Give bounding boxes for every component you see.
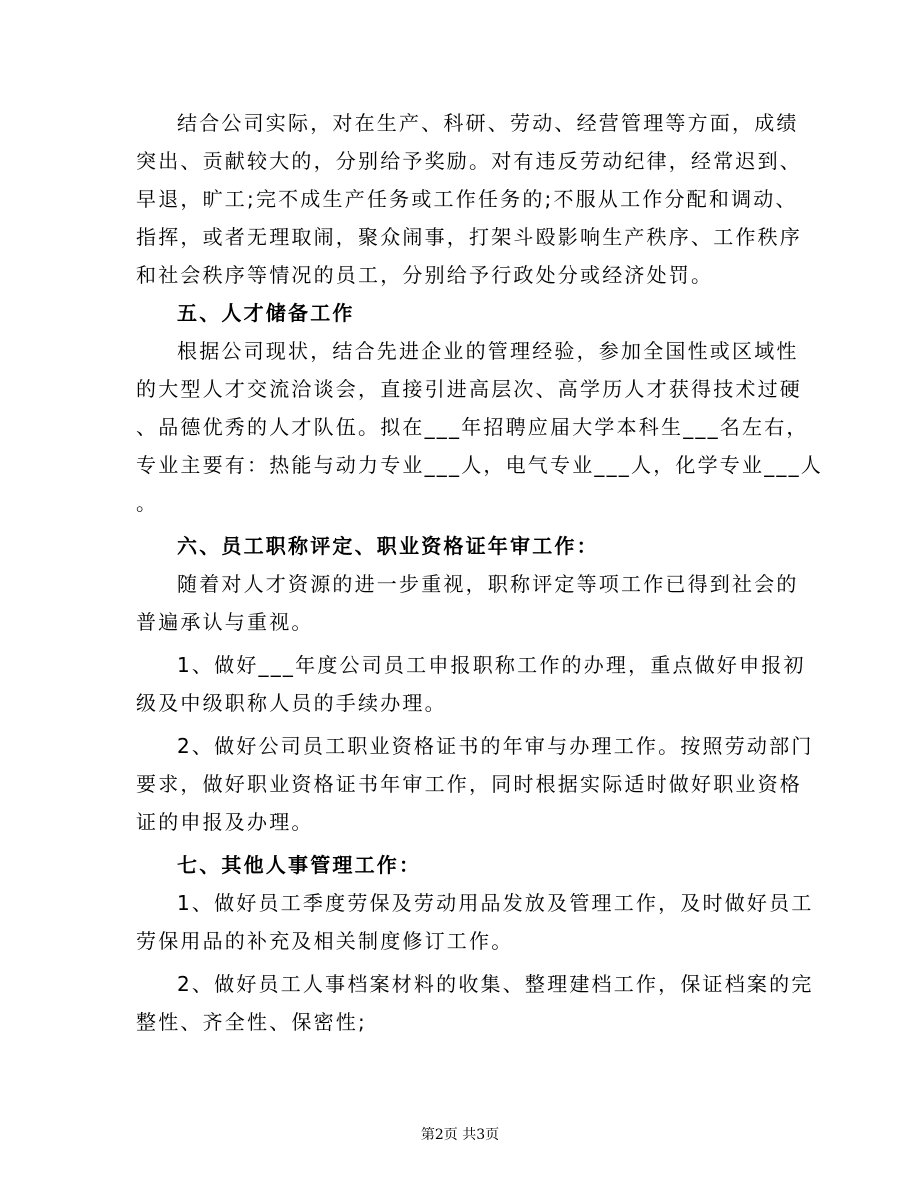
paragraph-line: 劳保用品的补充及相关制度修订工作。 <box>136 929 514 953</box>
paragraph-line: 1、做好员工季度劳保及劳动用品发放及管理工作，及时做好员工 <box>177 891 814 915</box>
paragraph-line: 要求，做好职业资格证书年审工作，同时根据实际适时做好职业资格 <box>136 772 802 796</box>
paragraph-line: 指挥，或者无理取闹，聚众闹事，打架斗殴影响生产秩序、工作秩序 <box>136 225 802 249</box>
page-number-footer: 第2页 共3页 <box>420 1127 500 1143</box>
section-heading: 七、其他人事管理工作： <box>177 853 422 877</box>
paragraph-line: 。 <box>136 491 159 515</box>
paragraph-line: 结合公司实际，对在生产、科研、劳动、经营管理等方面，成绩 <box>177 111 799 135</box>
paragraph-line: 2、做好公司员工职业资格证书的年审与办理工作。按照劳动部门 <box>177 734 814 758</box>
paragraph-line: 根据公司现状，结合先进企业的管理经验，参加全国性或区域性 <box>177 339 799 363</box>
paragraph-line: 专业主要有：热能与动力专业___人，电气专业___人，化学专业___人 <box>136 453 823 477</box>
paragraph-line: 2、做好员工人事档案材料的收集、整理建档工作，保证档案的完 <box>177 972 814 996</box>
paragraph-line: 和社会秩序等情况的员工，分别给予行政处分或经济处罚。 <box>136 263 714 287</box>
document-body <box>136 104 823 1041</box>
paragraph-line: 、品德优秀的人才队伍。拟在___年招聘应届大学本科生___名左右， <box>136 415 809 439</box>
paragraph-line: 的大型人才交流洽谈会，直接引进高层次、高学历人才获得技术过硬 <box>136 377 802 401</box>
section-heading: 五、人才储备工作 <box>177 301 355 325</box>
paragraph-line: 1、做好___年度公司员工申报职称工作的办理，重点做好申报初 <box>177 653 806 677</box>
section-heading: 六、员工职称评定、职业资格证年审工作： <box>177 534 599 558</box>
paragraph-line: 普遍承认与重视。 <box>136 610 314 634</box>
paragraph-line: 证的申报及办理。 <box>136 810 314 834</box>
paragraph-line: 突出、贡献较大的，分别给予奖励。对有违反劳动纪律，经常迟到、 <box>136 149 802 173</box>
paragraph-line: 早退，旷工;完不成生产任务或工作任务的;不服从工作分配和调动、 <box>136 187 798 211</box>
paragraph-line: 整性、齐全性、保密性; <box>136 1010 367 1034</box>
paragraph-line: 级及中级职称人员的手续办理。 <box>136 691 447 715</box>
paragraph-line: 随着对人才资源的进一步重视，职称评定等项工作已得到社会的 <box>177 572 799 596</box>
